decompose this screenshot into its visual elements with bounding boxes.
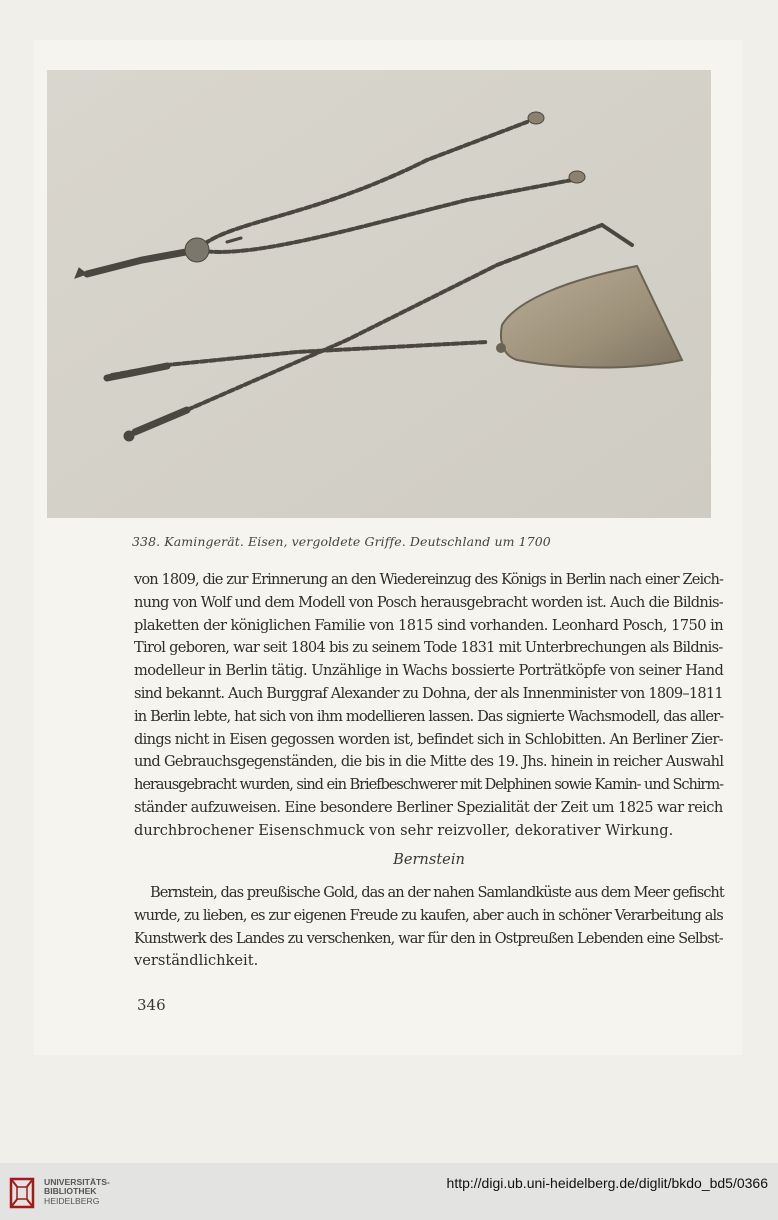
paragraph-1 xyxy=(134,569,723,843)
text-line: modelleur in Berlin tätig. Unzählige in Wachs bossierte Porträtköpfe von seiner Hand xyxy=(134,662,724,680)
figure-caption: 338. Kamingerät. Eisen, vergoldete Griffe. Deutschland um 1700 xyxy=(132,534,551,549)
text-line: plaketten der königlichen Familie von 1815 sind vorhanden. Leonhard Posch, 1750 in xyxy=(134,616,724,634)
paragraph-2 xyxy=(134,882,723,973)
text-line: sind bekannt. Auch Burggraf Alexander zu Dohna, der als Innenminister von 1809–1811 xyxy=(134,684,723,702)
library-line: BIBLIOTHEK xyxy=(44,1186,97,1197)
text-line: ständer aufzuweisen. Eine besondere Berliner Spezialität der Zeit um 1825 war reich xyxy=(134,798,723,816)
text-line: von 1809, die zur Erinnerung an den Wiedereinzug des Königs in Berlin nach einer Zeich- xyxy=(134,571,724,588)
text-line: und Gebrauchsgegenständen, die bis in die Mitte des 19. Jhs. hinein in reicher Auswahl xyxy=(134,753,724,771)
text-line: Tirol geboren, war seit 1804 bis zu seinem Tode 1831 mit Unterbrechungen als Bildnis- xyxy=(134,639,723,657)
library-line: UNIVERSITÄTS- xyxy=(44,1177,110,1187)
text-line: nung von Wolf und dem Modell von Posch herausgebracht worden ist. Auch die Bildnis- xyxy=(134,593,724,611)
text-line: wurde, zu lieben, es zur eigenen Freude zu kaufen, aber auch in schöner Verarbeitung als xyxy=(134,906,723,924)
permalink-url[interactable]: http://digi.ub.uni-heidelberg.de/diglit/bkdo_bd5/0366 xyxy=(446,1175,768,1191)
fireplace-tools-illustration xyxy=(47,70,711,518)
text-line: durchbrochener Eisenschmuck von sehr reizvoller, dekorativer Wirkung. xyxy=(134,821,674,839)
text-line: verständlichkeit. xyxy=(134,952,259,970)
figure-photo xyxy=(47,70,711,518)
text-line: Bernstein, das preußische Gold, das an der nahen Samlandküste aus dem Meer gefischt xyxy=(150,884,724,901)
library-line: HEIDELBERG xyxy=(44,1195,100,1206)
library-name[interactable] xyxy=(44,1178,110,1206)
text-line: in Berlin lebte, hat sich von ihm modellieren lassen. Das signierte Wachsmodell, das aller- xyxy=(134,707,724,725)
viewer-footer xyxy=(0,1163,778,1220)
text-line: dings nicht in Eisen gegossen worden ist, befindet sich in Schlobitten. An Berliner Zier- xyxy=(134,730,723,748)
page-number: 346 xyxy=(137,996,166,1014)
text-line: herausgebracht wurden, sind ein Briefbeschwerer mit Delphinen sowie Kamin- und Schirm- xyxy=(134,776,723,794)
text-line: Kunstwerk des Landes zu verschenken, war für den in Ostpreußen Lebenden eine Selbst- xyxy=(134,929,723,947)
library-logo-icon[interactable] xyxy=(8,1175,38,1211)
section-heading: Bernstein xyxy=(393,851,465,868)
